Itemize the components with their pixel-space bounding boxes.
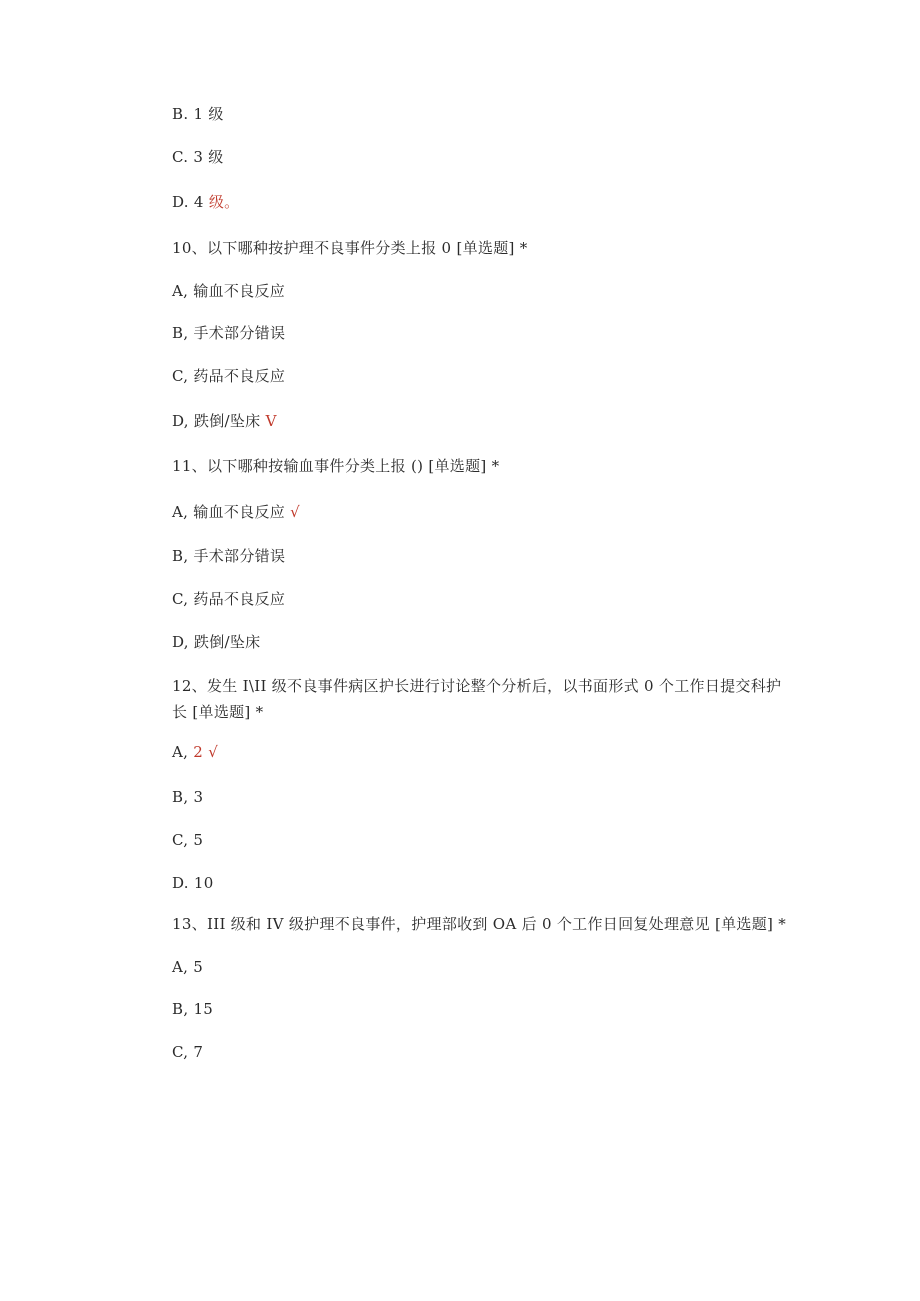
question-10 [172, 238, 528, 258]
option-d [172, 411, 277, 431]
question-13 [172, 914, 786, 934]
option-text: B, 15 [172, 1000, 214, 1018]
option-c [172, 1042, 203, 1062]
answer-mark: √ [290, 503, 300, 521]
option-text: B, 手术部分错误 [172, 547, 286, 565]
option-text: A, [172, 743, 194, 761]
question-text: 12、发生 I\II 级不良事件病区护长进行讨论整个分析后，以书面形式 0 个工作日提交科护长 [单选题] * [172, 677, 782, 721]
option-text: D, 跌倒/坠床 [172, 412, 266, 430]
option-text: D. 10 [172, 874, 214, 892]
question-11 [172, 456, 499, 476]
option-d [172, 873, 214, 893]
option-text: A, 输血不良反应 [172, 503, 291, 521]
option-c [172, 147, 224, 167]
option-b [172, 323, 285, 343]
answer-mark: 2 √ [193, 743, 219, 761]
option-c [172, 366, 285, 386]
option-text: C, 5 [172, 831, 204, 849]
option-c [172, 589, 285, 609]
answer-mark: V [265, 412, 277, 430]
option-text: A, 输血不良反应 [172, 282, 286, 300]
option-text: B. 1 级 [172, 105, 224, 123]
option-b [172, 999, 213, 1019]
option-b [172, 787, 203, 807]
option-text: C, 药品不良反应 [172, 367, 286, 385]
option-a [172, 742, 218, 762]
option-a [172, 957, 203, 977]
option-text: B, 手术部分错误 [172, 324, 286, 342]
option-a [172, 281, 285, 301]
question-12 [172, 673, 792, 725]
option-text: D, 跌倒/坠床 [172, 633, 261, 651]
option-text: B, 3 [172, 788, 204, 806]
option-text: C, 药品不良反应 [172, 590, 286, 608]
option-b [172, 546, 285, 566]
option-text: C. 3 级 [172, 148, 224, 166]
option-a [172, 502, 300, 522]
option-text: C, 7 [172, 1043, 204, 1061]
option-text: A, 5 [172, 958, 204, 976]
option-d [172, 632, 260, 652]
question-text: 11、以下哪种按输血事件分类上报 () [单选题] * [172, 457, 500, 475]
option-c [172, 830, 203, 850]
question-text: 10、以下哪种按护理不良事件分类上报 0 [单选题] * [172, 239, 528, 257]
option-text: D. 4 [172, 193, 209, 211]
answer-mark: 级。 [208, 193, 240, 211]
question-text: 13、III 级和 IV 级护理不良事件，护理部收到 OA 后 0 个工作日回复处理意见 [单选题] * [172, 915, 787, 933]
option-b [172, 104, 224, 124]
option-d [172, 192, 239, 212]
